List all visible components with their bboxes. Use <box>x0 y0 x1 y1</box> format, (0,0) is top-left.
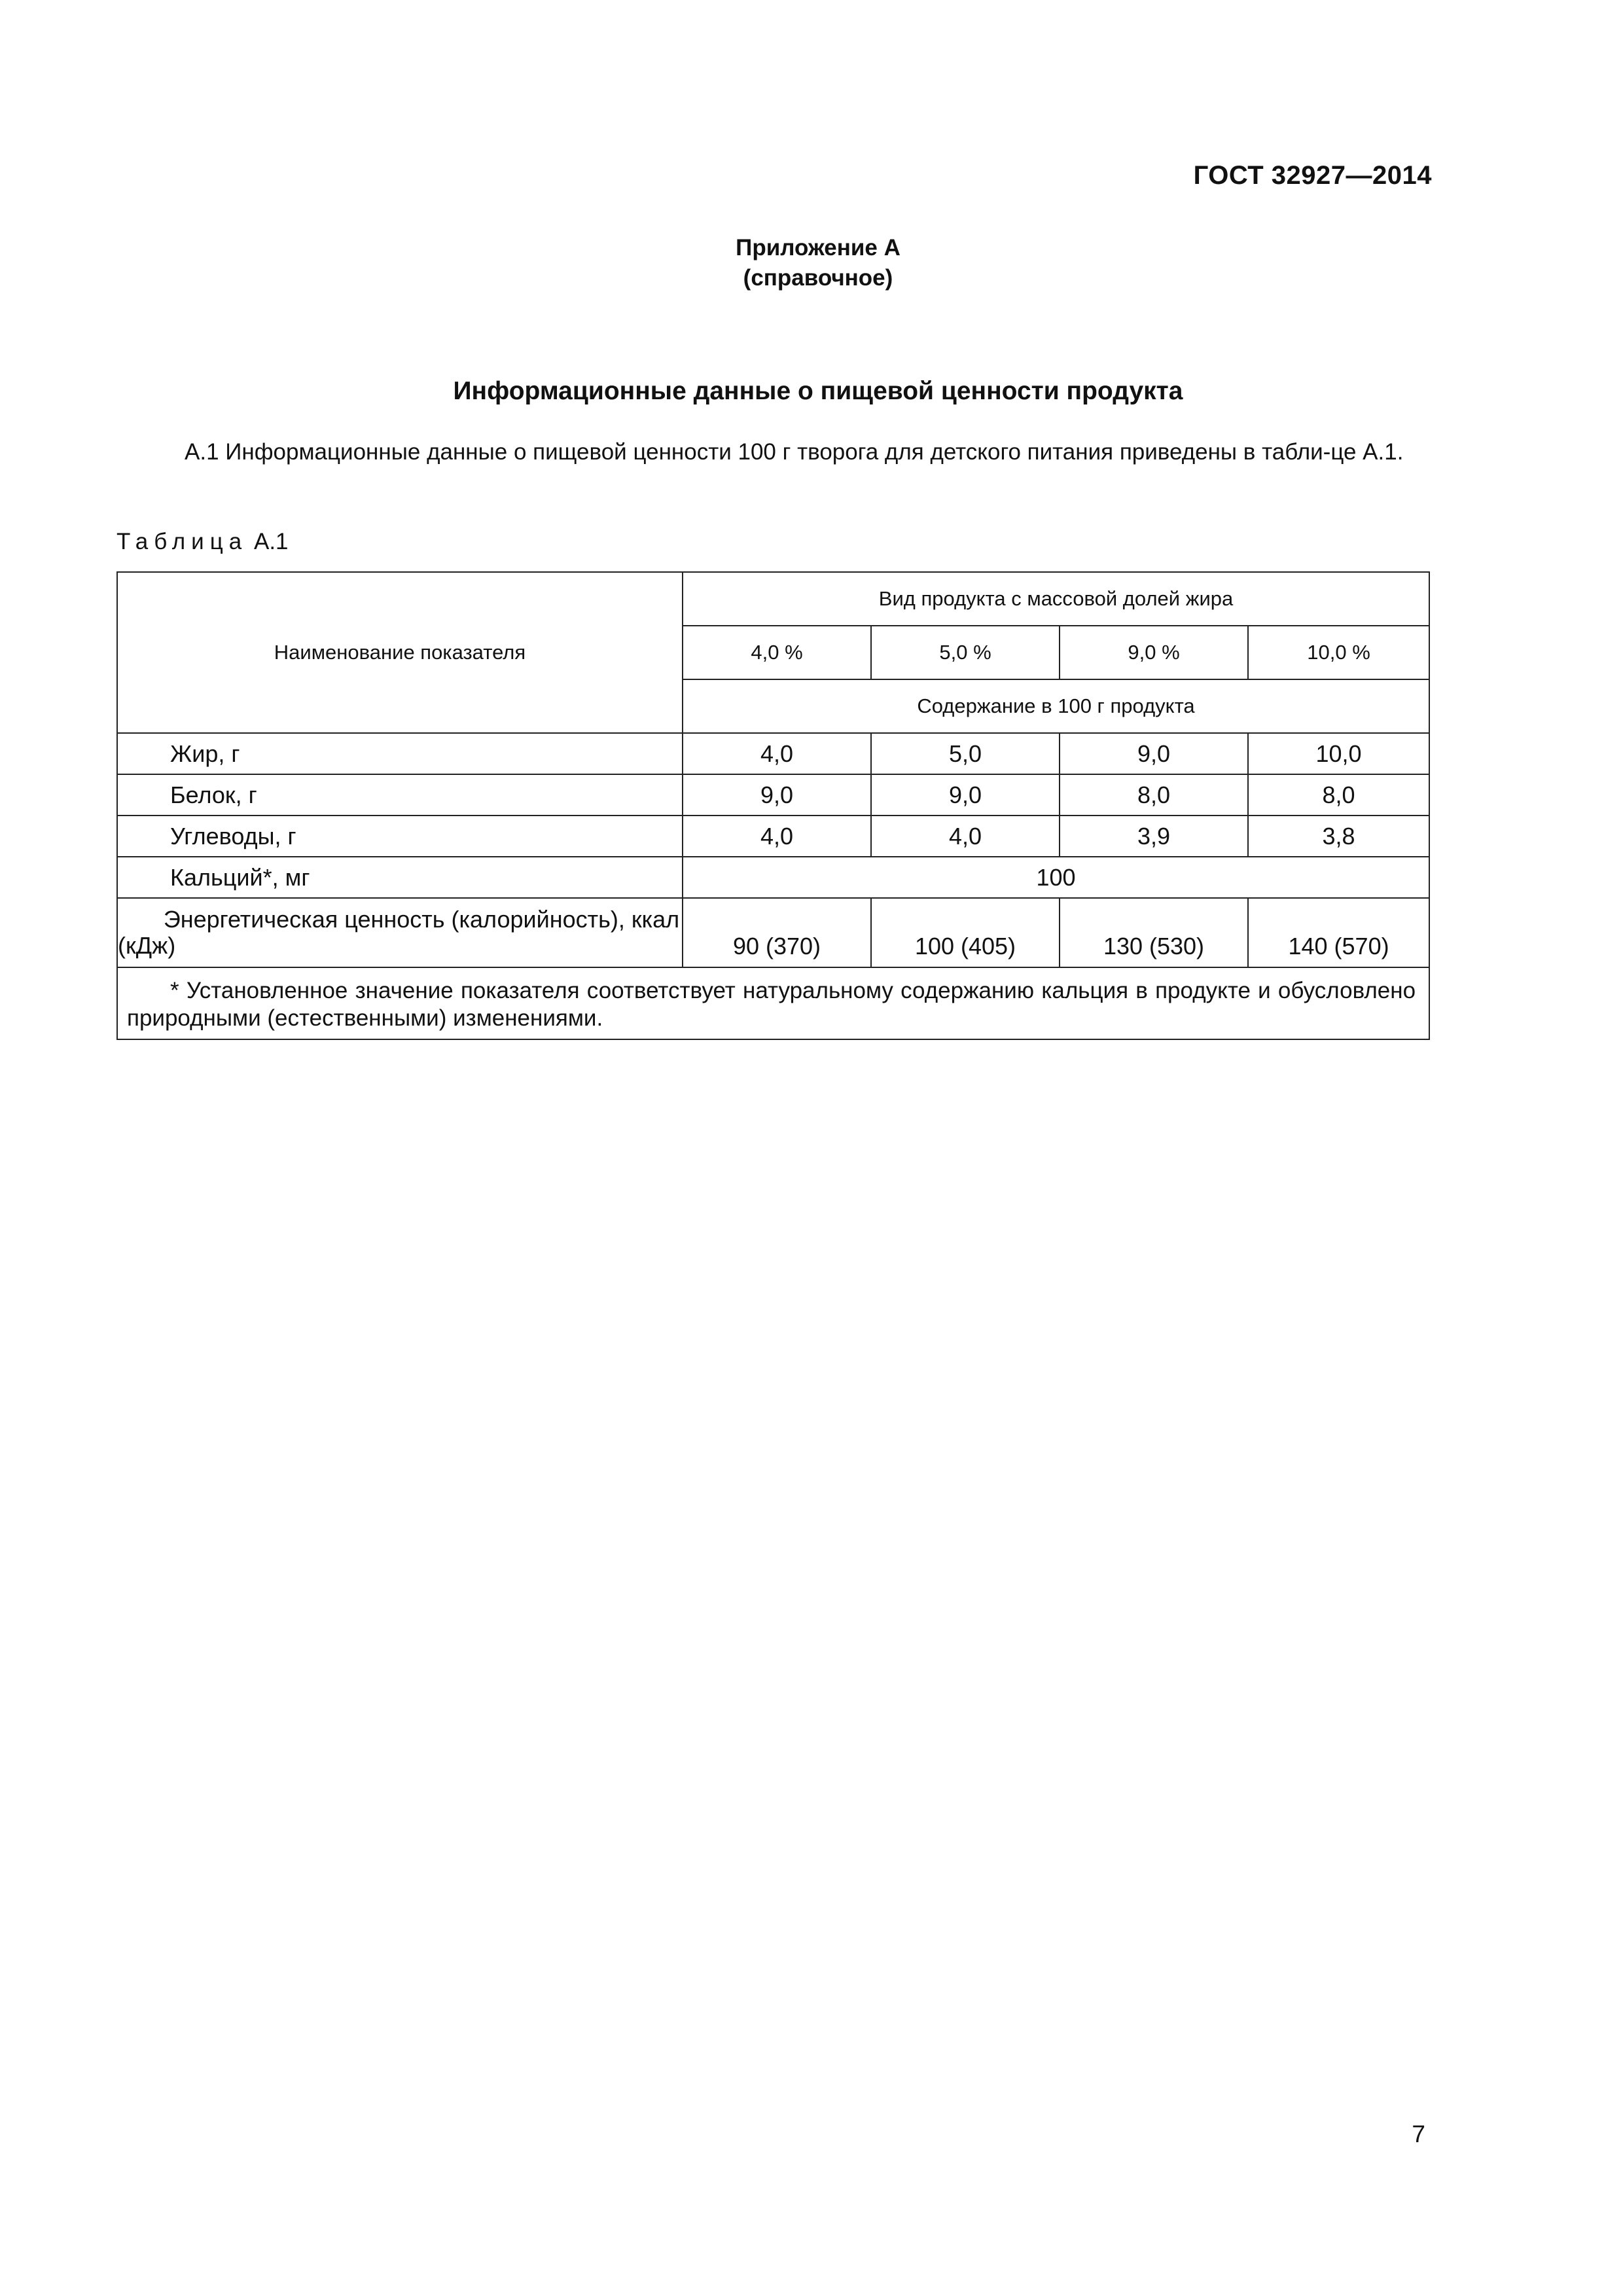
row-label: Белок, г <box>117 774 683 816</box>
document-number: ГОСТ 32927—2014 <box>1193 161 1432 190</box>
row-value: 4,0 <box>683 816 871 857</box>
energy-value: 90 (370) <box>683 898 871 967</box>
energy-value: 130 (530) <box>1060 898 1248 967</box>
nutrition-table <box>116 571 1430 1040</box>
appendix-title: Приложение А <box>736 235 901 260</box>
section-title: Информационные данные о пищевой ценности продукта <box>453 377 1183 405</box>
header-fat-level: 4,0 % <box>683 626 871 679</box>
table-row <box>117 816 1429 857</box>
table-row <box>117 733 1429 774</box>
row-value: 5,0 <box>871 733 1060 774</box>
row-value: 9,0 <box>1060 733 1248 774</box>
energy-value: 100 (405) <box>871 898 1060 967</box>
row-label: Жир, г <box>117 733 683 774</box>
energy-value: 140 (570) <box>1248 898 1429 967</box>
header-indicator-name: Наименование показателя <box>117 572 683 733</box>
row-value: 3,8 <box>1248 816 1429 857</box>
table-caption-number: А.1 <box>253 529 289 554</box>
appendix-subtitle: (справочное) <box>743 265 893 291</box>
intro-paragraph: А.1 Информационные данные о пищевой ценности 100 г творога для детского питания приведены в табли-це А.1. <box>185 439 1404 465</box>
header-fat-level: 9,0 % <box>1060 626 1248 679</box>
table-row <box>117 857 1429 898</box>
header-fat-level: 10,0 % <box>1248 626 1429 679</box>
header-product-type: Вид продукта с массовой долей жира <box>683 572 1429 626</box>
row-value: 9,0 <box>871 774 1060 816</box>
calcium-value: 100 <box>683 857 1429 898</box>
row-value: 9,0 <box>683 774 871 816</box>
row-value: 4,0 <box>871 816 1060 857</box>
table-caption-word: Таблица <box>116 529 248 554</box>
table-footnote <box>117 967 1429 1039</box>
header-content: Содержание в 100 г продукта <box>683 679 1429 733</box>
calcium-label: Кальций*, мг <box>117 857 683 898</box>
row-value: 8,0 <box>1248 774 1429 816</box>
header-fat-level: 5,0 % <box>871 626 1060 679</box>
row-label: Углеводы, г <box>117 816 683 857</box>
table-footnote-text: * Установленное значение показателя соответствует натуральному содержанию кальция в продукте и обусловлено природными (естественными) изменениями. <box>127 978 1416 1031</box>
row-value: 8,0 <box>1060 774 1248 816</box>
appendix-heading <box>0 233 1623 293</box>
row-value: 4,0 <box>683 733 871 774</box>
energy-label <box>117 898 683 967</box>
table-caption <box>116 529 289 555</box>
row-value: 3,9 <box>1060 816 1248 857</box>
page-number: 7 <box>1412 2121 1425 2147</box>
table-row <box>117 774 1429 816</box>
energy-label-text: Энергетическая ценность (калорийность), ккал (кДж) <box>118 906 680 959</box>
table-row <box>117 898 1429 967</box>
row-value: 10,0 <box>1248 733 1429 774</box>
